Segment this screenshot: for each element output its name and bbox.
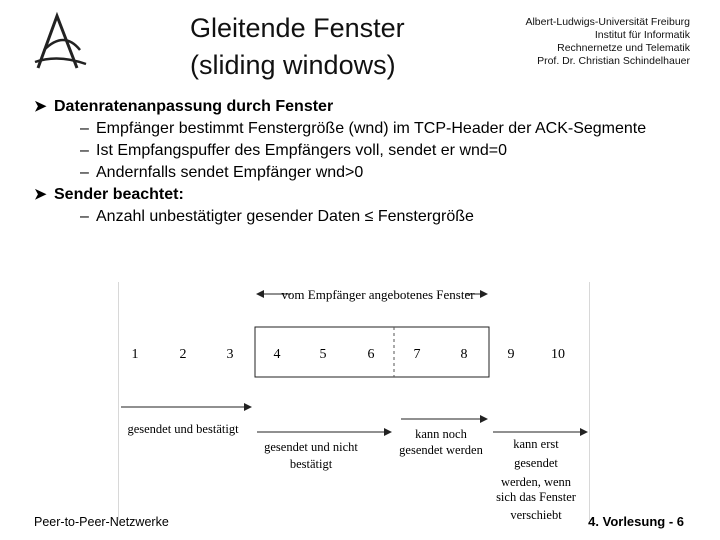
seq-number: 5 (319, 347, 327, 362)
affiliation-block (450, 16, 690, 68)
label-unacked-line2: bestätigt (289, 457, 333, 471)
affiliation-university: Albert-Ludwigs-Universität Freiburg (525, 16, 690, 28)
seq-number: 2 (179, 347, 187, 362)
label-wait-line: kann erst (513, 437, 559, 451)
bullet-arrow-icon: ➤ (34, 186, 47, 203)
footer-course: Peer-to-Peer-Netzwerke (34, 515, 169, 529)
window-label: vom Empfänger angebotenes Fenster (281, 287, 475, 302)
label-wait-line: verschiebt (510, 508, 562, 520)
seq-number: 4 (273, 347, 281, 362)
seq-number: 8 (460, 347, 468, 362)
bullet-level2: – Ist Empfangspuffer des Empfängers voll, sendet er wnd=0 (80, 142, 508, 159)
bullet-list (32, 96, 702, 228)
title-line-2: (sliding windows) (190, 50, 396, 80)
sliding-window-diagram (119, 282, 589, 520)
label-unacked-line1: gesendet und nicht (264, 440, 358, 454)
bullet-text: Datenratenanpassung durch Fenster (54, 98, 334, 115)
label-wait-line: werden, wenn (500, 475, 572, 489)
bullet-text: Empfänger bestimmt Fenstergröße (wnd) im TCP-Header der ACK-Segmente (96, 120, 647, 137)
affiliation-chair: Rechnernetze und Telematik (557, 42, 690, 54)
bullet-level2: – Anzahl unbestätigter gesender Daten ≤ Fenstergröße (80, 208, 474, 225)
seq-number: 9 (507, 347, 515, 362)
page-title (190, 10, 450, 84)
bullet-level2: – Empfänger bestimmt Fenstergröße (wnd) im TCP-Header der ACK-Segmente (80, 120, 647, 137)
bullet-text: Andernfalls sendet Empfänger wnd>0 (96, 164, 364, 181)
bullet-text: Sender beachtet: (54, 186, 184, 203)
footer-page-number: 4. Vorlesung - 6 (588, 514, 684, 529)
label-wait-line: sich das Fenster (496, 490, 576, 504)
university-logo-icon (30, 10, 90, 72)
bullet-level1 (32, 96, 702, 118)
seq-number: 3 (226, 347, 234, 362)
seq-number: 6 (367, 347, 375, 362)
seq-number: 7 (413, 347, 421, 362)
seq-number: 1 (131, 347, 139, 362)
label-cansend-line2: gesendet werden (399, 443, 483, 457)
label-cansend-line1: kann noch (415, 427, 467, 441)
sliding-window-figure (118, 282, 590, 520)
seq-number: 10 (551, 347, 565, 362)
bullet-level2: – Andernfalls sendet Empfänger wnd>0 (80, 164, 364, 181)
bullet-arrow-icon: ➤ (34, 98, 47, 115)
bullet-text: Anzahl unbestätigter gesender Daten ≤ Fenstergröße (96, 208, 474, 225)
title-line-1: Gleitende Fenster (190, 13, 405, 43)
label-acked: gesendet und bestätigt (127, 422, 239, 436)
bullet-level1 (32, 184, 702, 206)
label-wait-line: gesendet (514, 456, 558, 470)
affiliation-professor: Prof. Dr. Christian Schindelhauer (537, 55, 690, 67)
bullet-text: Ist Empfangspuffer des Empfängers voll, sendet er wnd=0 (96, 142, 508, 159)
affiliation-institute: Institut für Informatik (594, 29, 690, 41)
